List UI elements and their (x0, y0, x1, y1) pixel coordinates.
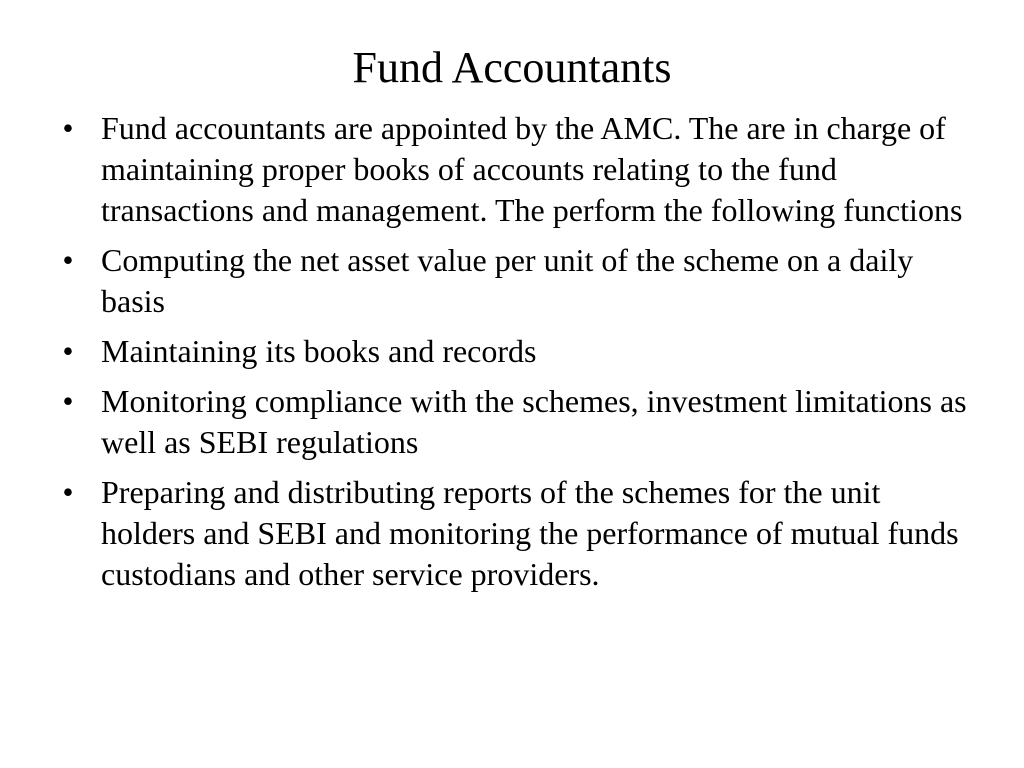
bullet-item (58, 381, 978, 463)
bullet-point-icon: • (62, 110, 74, 146)
bullet-text: Fund accountants are appointed by the AMC. The are in charge of maintaining proper books of accounts relating to the fund transactions and management. The perform the following functions (101, 110, 963, 228)
bullet-text: Monitoring compliance with the schemes, investment limitations as well as SEBI regulations (101, 383, 967, 460)
bullet-point-icon: • (62, 333, 74, 369)
slide-title: Fund Accountants (352, 43, 672, 92)
bullet-point-icon: • (62, 474, 74, 510)
bullet-item (58, 108, 978, 231)
bullet-point-icon: • (62, 242, 74, 278)
bullet-text: Preparing and distributing reports of the schemes for the unit holders and SEBI and monitoring the performance of mutual funds custodians and other service providers. (101, 474, 959, 592)
bullet-text: Maintaining its books and records (101, 333, 537, 369)
bullet-text: Computing the net asset value per unit of the scheme on a daily basis (101, 242, 914, 319)
bullet-item (58, 331, 978, 372)
bullet-item (58, 240, 978, 322)
bullet-item (58, 472, 978, 595)
bullet-list (58, 108, 978, 604)
bullet-point-icon: • (62, 383, 74, 419)
